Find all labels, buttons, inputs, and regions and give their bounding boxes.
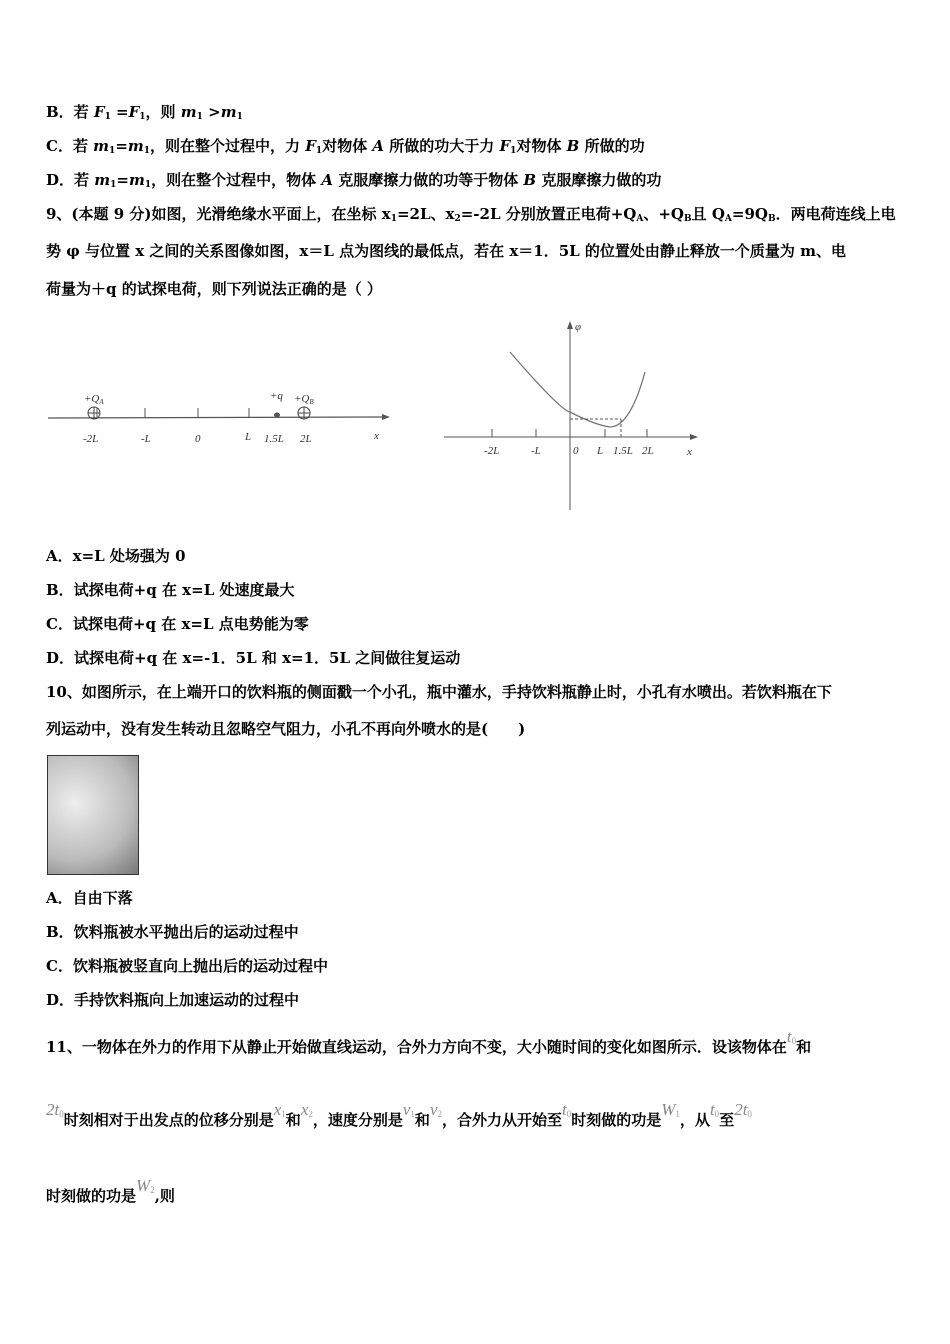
subscript: 2 — [437, 1109, 442, 1119]
tick-label: -2L — [83, 433, 99, 445]
variable-name: F — [499, 137, 511, 155]
text-run: =-2L 分别放置正电荷+Q — [460, 205, 637, 223]
tick-label: -L — [531, 445, 541, 457]
subscript: 1 — [144, 180, 152, 190]
tick-label: 0 — [573, 445, 579, 457]
text-run: ．两电荷连线上电 — [775, 205, 896, 223]
math-symbol — [274, 1100, 286, 1119]
subscript: 1 — [109, 146, 116, 156]
variable — [725, 205, 732, 223]
subscript: 1 — [510, 146, 517, 156]
variable-name: F — [93, 103, 105, 121]
subscript: B — [683, 214, 692, 224]
variable — [129, 103, 146, 121]
text-run: 对物体 — [322, 137, 373, 155]
variable — [94, 103, 111, 121]
variable-name: 2t — [734, 1100, 748, 1119]
variable-name: W — [661, 1100, 676, 1119]
tick-label: 0 — [195, 433, 201, 445]
axis-ticks — [97, 408, 249, 418]
q11-stem-line2 — [46, 1100, 752, 1134]
variable — [768, 205, 776, 223]
variable-name: t — [709, 1100, 715, 1119]
text-run: 时刻做的功是 — [571, 1111, 662, 1129]
text-run: 至 — [719, 1111, 735, 1129]
variable-name: A — [372, 137, 385, 155]
math-symbol — [301, 1100, 313, 1119]
subscript: 0 — [714, 1109, 720, 1119]
variable — [523, 171, 536, 189]
text-run: 对物体 — [516, 137, 567, 155]
subscript: 1 — [143, 146, 151, 156]
variable — [321, 171, 333, 189]
math-symbol — [710, 1100, 719, 1119]
q9-option-b — [46, 580, 294, 600]
math-symbol — [136, 1176, 155, 1195]
q9-option-c — [46, 614, 309, 634]
subscript: 2 — [150, 1185, 155, 1195]
q10-option-d — [46, 990, 299, 1010]
q10-option-c — [46, 956, 328, 976]
text-run: A．自由下落 — [46, 889, 133, 907]
axis-x-label: x — [374, 430, 379, 442]
subscript: 0 — [747, 1109, 752, 1119]
variable — [221, 103, 243, 121]
tick-label: -L — [141, 433, 151, 445]
subscript: 1 — [196, 112, 203, 122]
q8-option-c — [46, 136, 645, 161]
variable-name: B — [566, 137, 580, 155]
tick-label: -2L — [484, 445, 500, 457]
tick-label: L — [245, 431, 252, 443]
text-run: 10、如图所示，在上端开口的饮料瓶的侧面戳一个小孔，瓶中灌水，手持饮料瓶静止时，小孔有水喷出。若饮料瓶在下 — [46, 683, 832, 701]
subscript: 1 — [104, 112, 111, 122]
subscript: 0 — [59, 1109, 64, 1119]
text-run: 势 φ 与位置 x 之间的关系图像如图，x＝L 点为图线的最低点，若在 x＝1．5L 的位置处由静止释放一个质量为 m、电 — [46, 242, 847, 260]
text-run: ,则 — [154, 1187, 175, 1205]
variable-name: m — [127, 137, 144, 155]
q9-option-d — [46, 648, 460, 668]
text-run: B．饮料瓶被水平抛出后的运动过程中 — [46, 923, 299, 941]
text-run: B．试探电荷+q 在 x=L 处速度最大 — [46, 581, 295, 599]
math-symbol — [46, 1100, 64, 1119]
variable-name: 2t — [46, 1100, 60, 1119]
variable — [94, 171, 116, 189]
variable-name: x — [273, 1100, 282, 1119]
subscript: 1 — [281, 1109, 286, 1119]
text-run: =2L、x — [396, 205, 455, 223]
text-run: 时刻相对于出发点的位移分别是 — [63, 1111, 274, 1129]
q10-option-b — [46, 922, 299, 942]
text-run: ，则 — [145, 103, 181, 121]
subscript: A — [636, 214, 644, 224]
subscript: 1 — [110, 180, 117, 190]
subscript: B — [767, 214, 776, 224]
tick-label: 1.5L — [264, 433, 284, 445]
math-symbol — [403, 1100, 415, 1119]
text-run: D．若 — [46, 171, 95, 189]
text-run: 11、一物体在外力的作用下从静止开始做直线运动，合外力方向不变，大小随时间的变化如图所示．设该物体在 — [46, 1038, 787, 1056]
text-run: ，从 — [679, 1111, 710, 1129]
tick-label: L — [597, 445, 604, 457]
q11-stem-line3 — [46, 1176, 175, 1210]
variable-name: A — [321, 171, 333, 189]
label-q: +q — [270, 390, 283, 402]
charge-axis-figure — [40, 380, 400, 450]
variable — [305, 137, 322, 155]
subscript: 2 — [454, 214, 461, 224]
text-run: ，则在整个过程中，物体 — [151, 171, 322, 189]
variable — [684, 205, 692, 223]
q9-option-a — [46, 546, 186, 566]
text-run: 且 Q — [691, 205, 725, 223]
text-run: D．手持饮料瓶向上加速运动的过程中 — [46, 991, 300, 1009]
q8-option-b — [46, 102, 243, 127]
variable-name: F — [305, 137, 316, 155]
subscript: 1 — [410, 1109, 415, 1119]
q9-stem-line2 — [46, 241, 846, 261]
variable-name: v — [402, 1100, 411, 1119]
variable-name: F — [128, 103, 140, 121]
text-run: C．若 — [46, 137, 94, 155]
text-run: 9、(本题 9 分)如图，光滑绝缘水平面上，在坐标 x — [46, 205, 391, 223]
variable — [500, 137, 517, 155]
variable — [567, 137, 580, 155]
text-run: D．试探电荷+q 在 x=-1．5L 和 x=1．5L 之间做往复运动 — [46, 649, 461, 667]
subscript: 0 — [791, 1036, 797, 1046]
test-charge-dot — [274, 413, 280, 418]
variable-name: m — [93, 137, 110, 155]
variable-name: m — [128, 171, 145, 189]
variable-name: B — [523, 171, 537, 189]
variable-name: x — [300, 1100, 309, 1119]
text-run: 列运动中，没有发生转动且忽略空气阻力，小孔不再向外喷水的是( ) — [46, 720, 526, 738]
text-run: = — [110, 103, 129, 121]
math-symbol — [734, 1100, 752, 1119]
text-run: 克服摩擦力做的功等于物体 — [332, 171, 524, 189]
text-run: 所做的功 — [579, 137, 645, 155]
q10-stem-line2 — [46, 719, 525, 739]
bottle-photo — [47, 755, 139, 875]
text-run: 克服摩擦力做的功 — [536, 171, 662, 189]
subscript: 1 — [675, 1109, 680, 1119]
text-run: ，合外力从开始至 — [441, 1111, 562, 1129]
text-run: C．试探电荷+q 在 x=L 点电势能为零 — [46, 615, 309, 633]
q10-stem-line1 — [46, 682, 832, 702]
text-run: 和 — [414, 1111, 430, 1129]
text-run: C．饮料瓶被竖直向上抛出后的运动过程中 — [46, 957, 328, 975]
subscript: 0 — [566, 1109, 572, 1119]
text-run: 所做的功大于力 — [384, 137, 500, 155]
subscript: 1 — [390, 214, 397, 224]
q9-stem-line3 — [46, 279, 382, 299]
text-run: = — [115, 137, 128, 155]
subscript: 2 — [308, 1109, 313, 1119]
variable-name: m — [180, 103, 197, 121]
subscript: 1 — [236, 112, 243, 122]
variable — [372, 137, 384, 155]
tick-label: 2L — [300, 433, 312, 445]
tick-label: 2L — [642, 445, 654, 457]
q8-option-d — [46, 170, 661, 195]
text-run: 和 — [796, 1038, 812, 1056]
axis-phi-label: φ — [575, 321, 582, 333]
math-symbol — [430, 1100, 442, 1119]
text-run: ，则在整个过程中，力 — [150, 137, 306, 155]
subscript: 1 — [139, 112, 146, 122]
text-run: B．若 — [46, 103, 94, 121]
q9-stem-line1 — [46, 204, 896, 229]
math-symbol — [562, 1100, 571, 1119]
variable-name: t — [562, 1100, 567, 1119]
text-run: =9Q — [731, 205, 768, 223]
variable-name: m — [220, 103, 237, 121]
variable-name: t — [786, 1027, 792, 1046]
text-run: 时刻做的功是 — [46, 1187, 137, 1205]
tick-label: 1.5L — [613, 445, 633, 457]
potential-graph — [440, 315, 710, 515]
variable-name: W — [136, 1176, 151, 1195]
label-qb: +QB — [294, 393, 314, 406]
text-run: 荷量为＋q 的试探电荷，则下列说法正确的是（ ） — [46, 280, 382, 298]
axis-x-label: x — [687, 446, 692, 458]
q10-option-a — [46, 888, 133, 908]
text-run: 和 — [285, 1111, 301, 1129]
text-run: > — [202, 103, 221, 121]
subscript: 1 — [315, 146, 323, 156]
text-run: 、+Q — [643, 205, 684, 223]
label-qa: +QA — [84, 393, 104, 406]
math-symbol — [661, 1100, 680, 1119]
variable — [129, 171, 151, 189]
text-run: A．x=L 处场强为 0 — [46, 547, 186, 565]
text-run: ，速度分别是 — [312, 1111, 403, 1129]
math-symbol — [787, 1027, 796, 1046]
q11-stem-line1 — [46, 1027, 812, 1061]
potential-curve — [510, 352, 645, 427]
variable-name: v — [429, 1100, 438, 1119]
variable-name: m — [94, 171, 111, 189]
text-run: = — [116, 171, 129, 189]
variable — [93, 137, 115, 155]
variable — [128, 137, 150, 155]
subscript: A — [724, 214, 732, 224]
variable — [181, 103, 203, 121]
